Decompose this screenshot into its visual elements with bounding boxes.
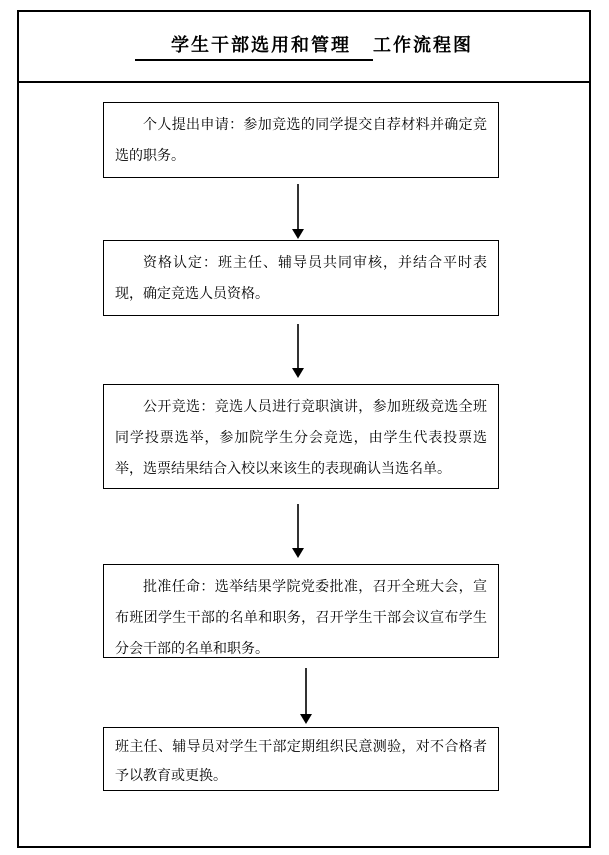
arrow-line (297, 184, 299, 229)
flow-step-periodic-assessment: 班主任、辅导员对学生干部定期组织民意测验，对不合格者予以教育或更换。 (103, 727, 499, 791)
flow-step-open-election: 公开竞选：竞选人员进行竞职演讲，参加班级竞选全班同学投票选举，参加院学生分会竞选，由学生代表投票选举，选票结果结合入校以来该生的表现确认当选名单。 (103, 384, 499, 489)
flow-step-personal-application: 个人提出申请：参加竞选的同学提交自荐材料并确定竞选的职务。 (103, 102, 499, 178)
flow-step-approval-appointment: 批准任命：选举结果学院党委批准，召开全班大会，宣布班团学生干部的名单和职务，召开学生干部会议宣布学生分会干部的名单和职务。 (103, 564, 499, 658)
header-divider (17, 81, 591, 83)
arrow-head (292, 229, 304, 239)
page-title (17, 31, 591, 61)
flow-step-qualification-review: 资格认定：班主任、辅导员共同审核，并结合平时表现，确定竞选人员资格。 (103, 240, 499, 316)
page-title-suffix: 工作流程图 (373, 35, 473, 55)
arrow-line (297, 324, 299, 368)
down-arrow-icon (291, 324, 304, 378)
down-arrow-icon (291, 504, 304, 558)
arrow-head (292, 368, 304, 378)
arrow-head (300, 714, 312, 724)
down-arrow-icon (299, 668, 312, 724)
down-arrow-icon (291, 184, 304, 239)
arrow-line (305, 668, 307, 714)
page-title-underlined: 学生干部选用和管理 (135, 31, 373, 61)
arrow-line (297, 504, 299, 548)
arrow-head (292, 548, 304, 558)
